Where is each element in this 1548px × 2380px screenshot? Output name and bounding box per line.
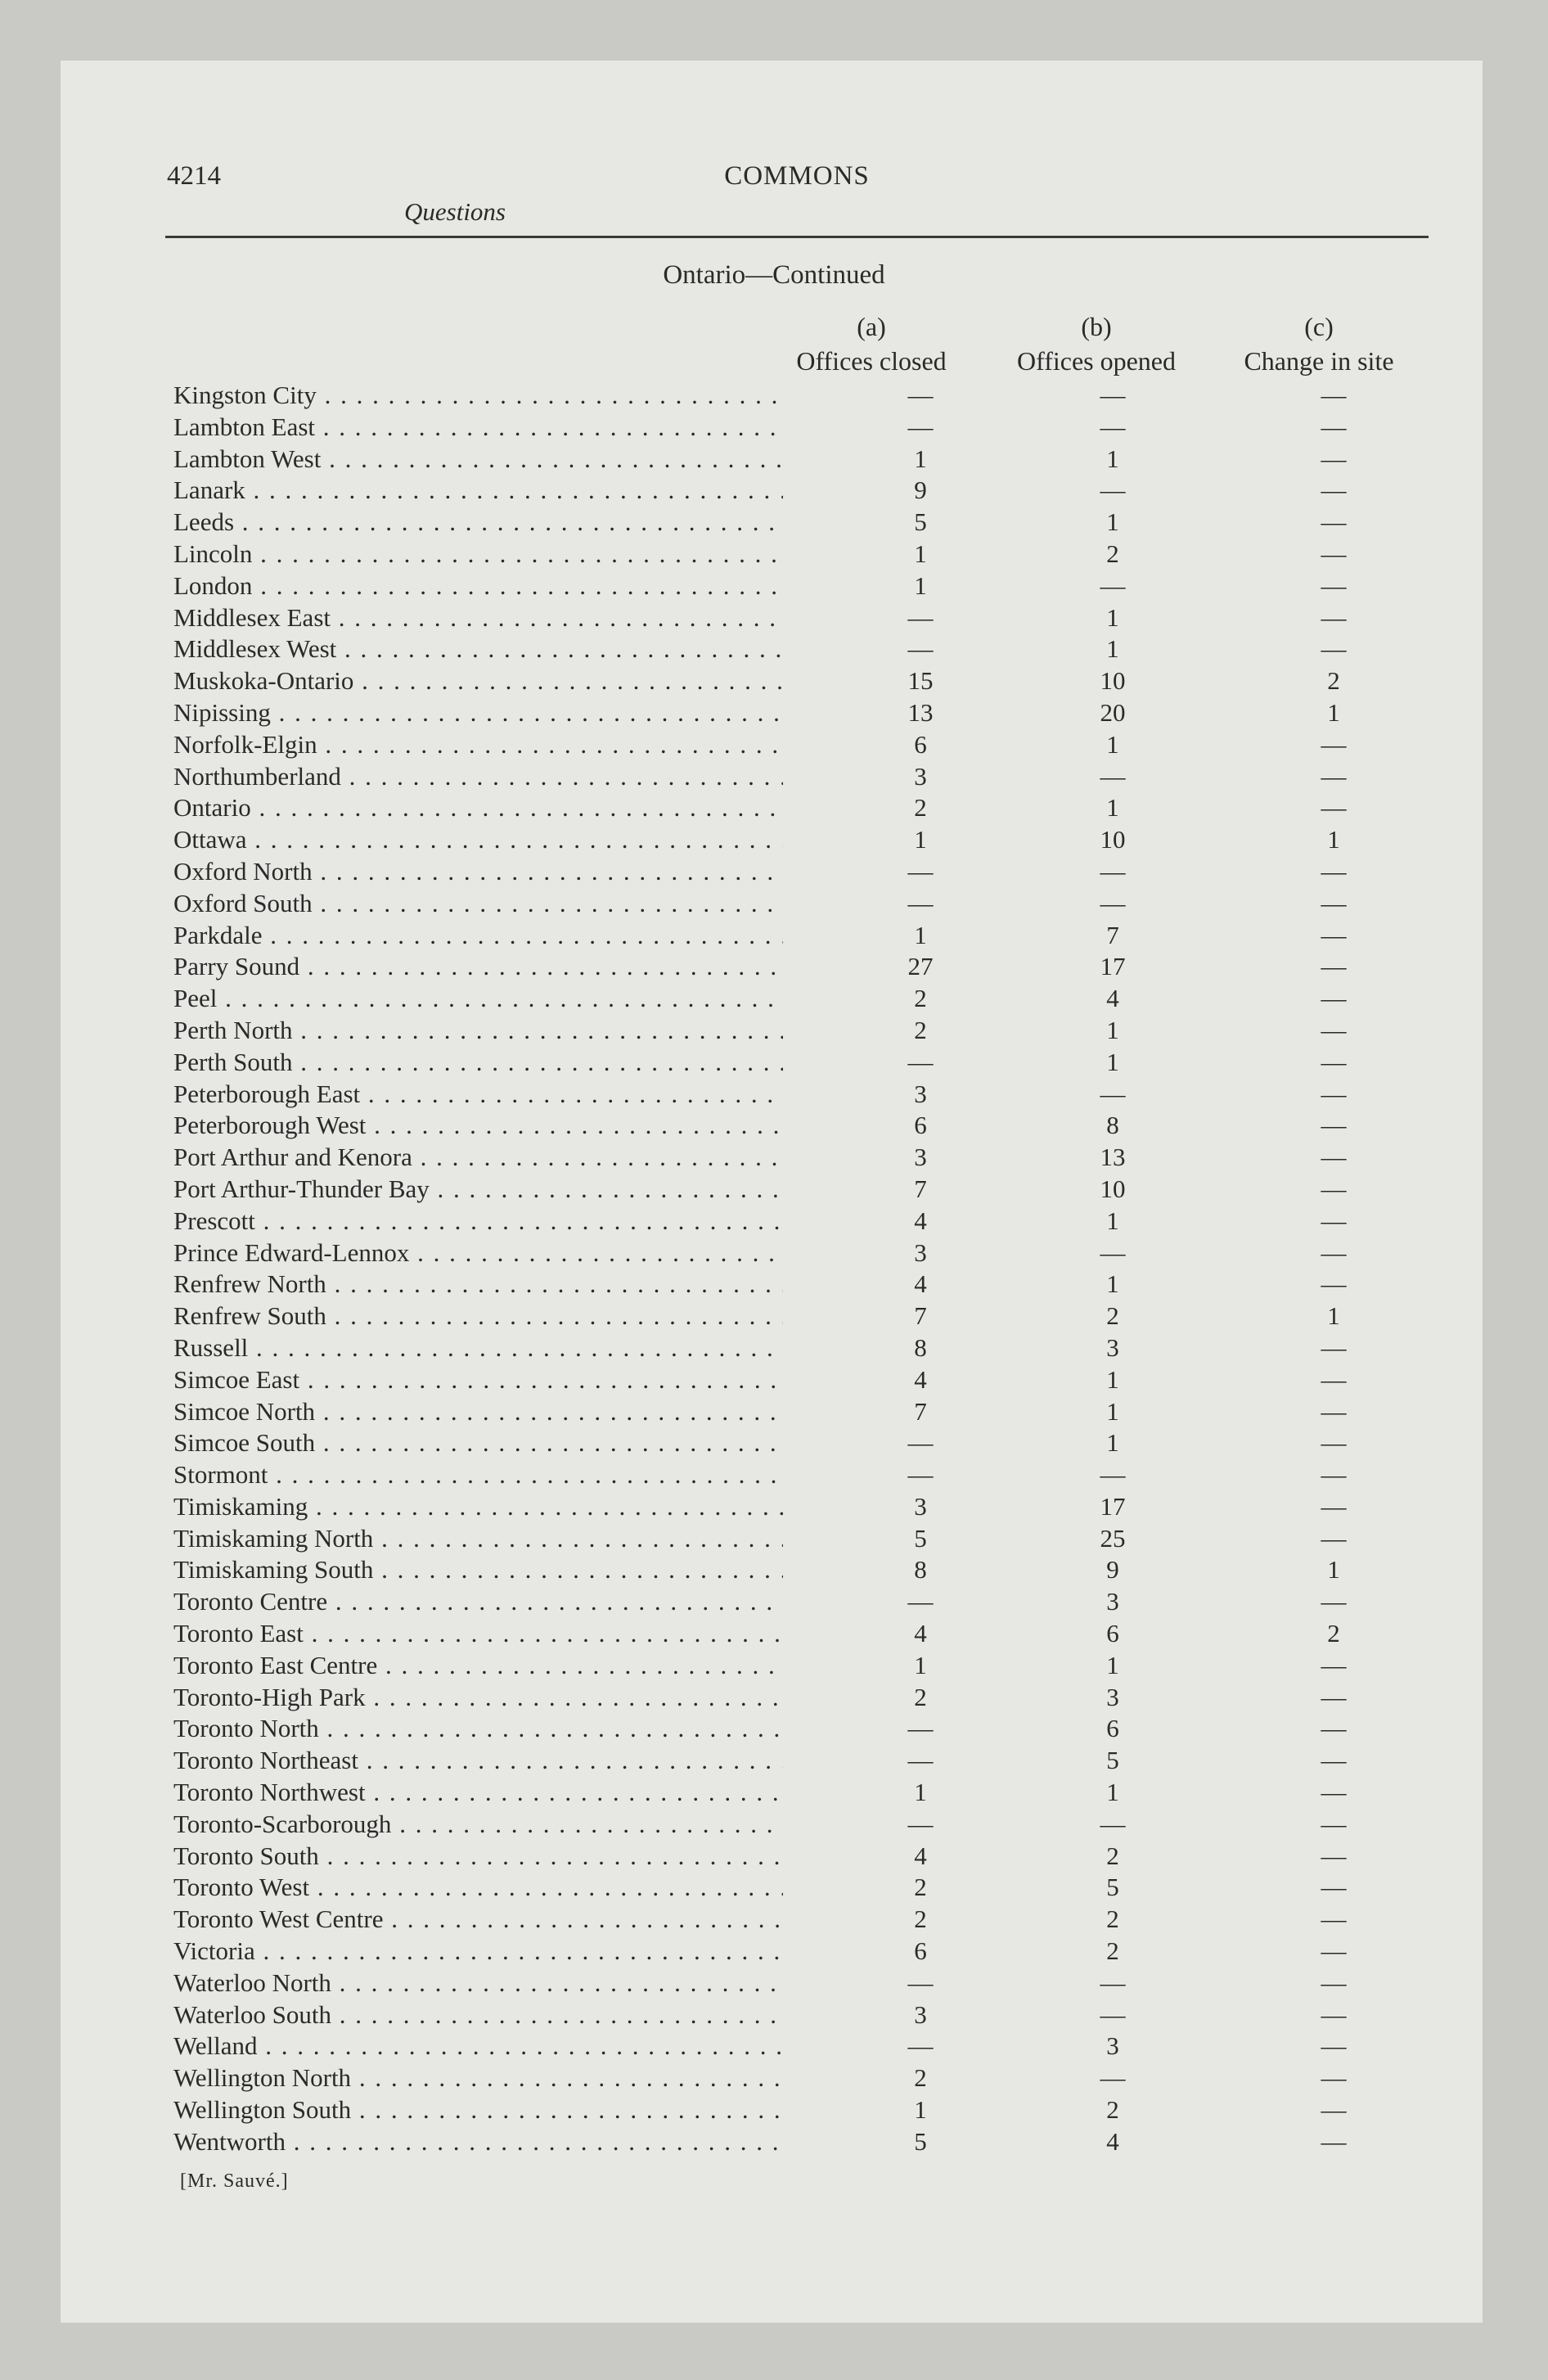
table-row xyxy=(173,412,1433,444)
offices-opened-value: 6 xyxy=(1106,1714,1119,1743)
table-row xyxy=(173,2031,1433,2062)
table-row xyxy=(173,1396,1433,1428)
change-in-site-value: — xyxy=(1321,634,1347,664)
change-in-site-value: — xyxy=(1321,1269,1347,1299)
offices-opened-value: 1 xyxy=(1106,1650,1119,1679)
offices-opened-value: — xyxy=(1100,888,1126,917)
offices-closed-value: 3 xyxy=(914,761,927,791)
offices-closed-value: — xyxy=(907,1428,934,1458)
riding-name: Toronto South . . . xyxy=(173,1841,783,1873)
offices-opened-value: 3 xyxy=(1106,1332,1119,1362)
column-header-b xyxy=(990,309,1203,378)
change-in-site-value: 1 xyxy=(1327,697,1340,727)
riding-name: Lanark . . . xyxy=(173,475,783,507)
offices-closed-value: — xyxy=(907,381,934,409)
offices-closed-value: 3 xyxy=(914,1999,927,2029)
table-row xyxy=(173,1269,1433,1300)
offices-closed-value: — xyxy=(907,1746,934,1775)
riding-name: Port Arthur and Kenora . . . xyxy=(173,1142,783,1174)
riding-name: Toronto Northeast . . . xyxy=(173,1745,783,1777)
offices-opened-value: 1 xyxy=(1106,1015,1119,1044)
riding-name: Russell . . . xyxy=(173,1332,783,1364)
table-row xyxy=(173,1237,1433,1269)
offices-closed-value: 8 xyxy=(914,1332,927,1362)
table-row xyxy=(173,1079,1433,1111)
change-in-site-value: — xyxy=(1321,1491,1347,1521)
riding-name: Victoria . . . xyxy=(173,1936,783,1968)
table-subtitle: Ontario—Continued xyxy=(663,260,885,290)
riding-name: Perth South . . . xyxy=(173,1047,783,1079)
offices-closed-value: — xyxy=(907,1809,934,1838)
offices-opened-value: 1 xyxy=(1106,1269,1119,1299)
riding-name: Ottawa . . . xyxy=(173,824,783,856)
riding-name: Kingston City . . . xyxy=(173,380,783,412)
riding-name: Renfrew North . . . xyxy=(173,1269,783,1300)
change-in-site-value: — xyxy=(1321,1968,1347,1997)
change-in-site-value: — xyxy=(1321,1587,1347,1616)
offices-opened-value: — xyxy=(1100,1809,1126,1838)
table-row xyxy=(173,1523,1433,1555)
offices-closed-value: 15 xyxy=(907,666,934,696)
offices-opened-value: — xyxy=(1100,476,1126,505)
offices-closed-value: — xyxy=(907,2031,934,2061)
change-in-site-value: — xyxy=(1321,602,1347,632)
riding-name: Toronto East . . . xyxy=(173,1618,783,1650)
offices-opened-value: 2 xyxy=(1106,1936,1119,1966)
offices-opened-value: — xyxy=(1100,856,1126,886)
offices-opened-value: — xyxy=(1100,412,1126,441)
offices-opened-value: 3 xyxy=(1106,1587,1119,1616)
riding-name: Prince Edward-Lennox . . . xyxy=(173,1237,783,1269)
offices-closed-value: 2 xyxy=(914,1873,927,1902)
riding-name: Toronto-Scarborough . . . xyxy=(173,1809,783,1841)
table-row xyxy=(173,1650,1433,1682)
offices-opened-value: 8 xyxy=(1106,1111,1119,1140)
offices-closed-value: — xyxy=(907,856,934,886)
offices-opened-value: — xyxy=(1100,1237,1126,1267)
header-rule xyxy=(165,236,1429,238)
table-row xyxy=(173,1936,1433,1968)
offices-closed-value: 6 xyxy=(914,729,927,759)
table-row xyxy=(173,2094,1433,2126)
table-row xyxy=(173,2062,1433,2094)
change-in-site-value: — xyxy=(1321,570,1347,600)
change-in-site-value: — xyxy=(1321,1778,1347,1807)
change-in-site-value: — xyxy=(1321,1015,1347,1044)
table-row xyxy=(173,1618,1433,1650)
table-row xyxy=(173,983,1433,1015)
riding-name: Port Arthur-Thunder Bay . . . xyxy=(173,1174,783,1206)
change-in-site-value: — xyxy=(1321,1396,1347,1426)
offices-opened-value: 4 xyxy=(1106,2126,1119,2156)
table-row xyxy=(173,1809,1433,1841)
table-row xyxy=(173,951,1433,983)
table-row xyxy=(173,1872,1433,1904)
offices-closed-value: 4 xyxy=(914,1364,927,1394)
offices-opened-value: 7 xyxy=(1106,920,1119,949)
table-row xyxy=(173,1174,1433,1206)
offices-closed-value: 7 xyxy=(914,1301,927,1331)
riding-name: Toronto-High Park . . . xyxy=(173,1682,783,1714)
offices-opened-value: 1 xyxy=(1106,1396,1119,1426)
table-row xyxy=(173,444,1433,476)
offices-closed-value: 9 xyxy=(914,476,927,505)
offices-closed-value: 3 xyxy=(914,1237,927,1267)
riding-name: Toronto West . . . xyxy=(173,1872,783,1904)
table-row xyxy=(173,539,1433,570)
table-row xyxy=(173,507,1433,539)
riding-name: Peel . . . xyxy=(173,983,783,1015)
offices-opened-value: 1 xyxy=(1106,1206,1119,1235)
table-row xyxy=(173,1904,1433,1936)
table-row xyxy=(173,824,1433,856)
offices-opened-value: 1 xyxy=(1106,507,1119,537)
riding-name: Oxford North . . . xyxy=(173,856,783,888)
change-in-site-value: — xyxy=(1321,1841,1347,1870)
riding-name: London . . . xyxy=(173,570,783,602)
offices-opened-value: 17 xyxy=(1100,952,1126,981)
offices-closed-value: 3 xyxy=(914,1143,927,1172)
table-row xyxy=(173,1427,1433,1459)
change-in-site-value: — xyxy=(1321,1746,1347,1775)
table-row xyxy=(173,1999,1433,2031)
offices-closed-value: 1 xyxy=(914,570,927,600)
change-in-site-value: — xyxy=(1321,444,1347,473)
riding-name: Middlesex East . . . xyxy=(173,602,783,634)
riding-name: Timiskaming South . . . xyxy=(173,1554,783,1586)
offices-closed-value: 4 xyxy=(914,1841,927,1870)
change-in-site-value: — xyxy=(1321,1523,1347,1553)
riding-name: Wellington South . . . xyxy=(173,2094,783,2126)
change-in-site-value: — xyxy=(1321,761,1347,791)
offices-opened-value: 13 xyxy=(1100,1143,1126,1172)
column-letter: (c) xyxy=(1304,312,1334,341)
offices-opened-value: 2 xyxy=(1106,1904,1119,1934)
change-in-site-value: — xyxy=(1321,476,1347,505)
offices-opened-value: — xyxy=(1100,570,1126,600)
offices-closed-value: 6 xyxy=(914,1111,927,1140)
column-header-a xyxy=(773,309,970,378)
journal-title: COMMONS xyxy=(724,161,870,191)
change-in-site-value: — xyxy=(1321,1873,1347,1902)
offices-closed-value: 1 xyxy=(914,2095,927,2125)
change-in-site-value: — xyxy=(1321,856,1347,886)
offices-opened-value: — xyxy=(1100,1968,1126,1997)
change-in-site-value: — xyxy=(1321,984,1347,1013)
change-in-site-value: — xyxy=(1321,1809,1347,1838)
offices-closed-value: — xyxy=(907,1047,934,1076)
column-header-c xyxy=(1213,309,1425,378)
table-row xyxy=(173,1713,1433,1745)
riding-name: Toronto Centre . . . xyxy=(173,1586,783,1618)
offices-opened-value: 1 xyxy=(1106,1047,1119,1076)
offices-closed-value: 5 xyxy=(914,507,927,537)
change-in-site-value: — xyxy=(1321,1936,1347,1966)
table-row xyxy=(173,1206,1433,1237)
offices-opened-value: — xyxy=(1100,761,1126,791)
offices-closed-value: — xyxy=(907,634,934,664)
table-row xyxy=(173,792,1433,824)
change-in-site-value: — xyxy=(1321,1143,1347,1172)
offices-opened-value: — xyxy=(1100,2063,1126,2093)
offices-closed-value: — xyxy=(907,888,934,917)
change-in-site-value: — xyxy=(1321,793,1347,823)
offices-opened-value: 10 xyxy=(1100,825,1126,854)
offices-closed-value: 5 xyxy=(914,2126,927,2156)
riding-name: Muskoka-Ontario . . . xyxy=(173,665,783,697)
change-in-site-value: — xyxy=(1321,1650,1347,1679)
riding-name: Stormont . . . xyxy=(173,1459,783,1491)
offices-closed-value: — xyxy=(907,1714,934,1743)
riding-name: Toronto Northwest . . . xyxy=(173,1777,783,1809)
riding-name: Middlesex West . . . xyxy=(173,633,783,665)
change-in-site-value: — xyxy=(1321,1047,1347,1076)
change-in-site-value: — xyxy=(1321,2095,1347,2125)
riding-name: Waterloo North . . . xyxy=(173,1968,783,1999)
change-in-site-value: 1 xyxy=(1327,825,1340,854)
change-in-site-value: 2 xyxy=(1327,1619,1340,1648)
riding-name: Parry Sound . . . xyxy=(173,951,783,983)
riding-name: Lincoln . . . xyxy=(173,539,783,570)
table-row xyxy=(173,570,1433,602)
offices-opened-value: 1 xyxy=(1106,729,1119,759)
offices-opened-value: 1 xyxy=(1106,1364,1119,1394)
offices-opened-value: 4 xyxy=(1106,984,1119,1013)
riding-name: Northumberland . . . xyxy=(173,761,783,793)
offices-closed-value: 5 xyxy=(914,1523,927,1553)
column-letter: (b) xyxy=(1081,312,1112,341)
table-row xyxy=(173,475,1433,507)
table-row xyxy=(173,1110,1433,1142)
offices-closed-value: 6 xyxy=(914,1936,927,1966)
change-in-site-value: — xyxy=(1321,1174,1347,1203)
offices-opened-value: 1 xyxy=(1106,1778,1119,1807)
table-row xyxy=(173,602,1433,634)
offices-opened-value: — xyxy=(1100,381,1126,409)
column-letter: (a) xyxy=(857,312,886,341)
table-row xyxy=(173,1745,1433,1777)
table-row xyxy=(173,380,1433,412)
riding-name: Simcoe North . . . xyxy=(173,1396,783,1428)
table-row xyxy=(173,1554,1433,1586)
change-in-site-value: — xyxy=(1321,729,1347,759)
offices-opened-value: 3 xyxy=(1106,1682,1119,1711)
change-in-site-value: — xyxy=(1321,1206,1347,1235)
table-row xyxy=(173,1300,1433,1332)
change-in-site-value: — xyxy=(1321,952,1347,981)
change-in-site-value: — xyxy=(1321,1237,1347,1267)
change-in-site-value: — xyxy=(1321,1111,1347,1140)
offices-opened-value: 1 xyxy=(1106,444,1119,473)
column-label: Offices opened xyxy=(1017,346,1176,376)
offices-closed-value: 7 xyxy=(914,1396,927,1426)
riding-name: Wentworth . . . xyxy=(173,2126,783,2158)
table-row xyxy=(173,729,1433,761)
page-header xyxy=(167,161,1427,227)
change-in-site-value: — xyxy=(1321,2063,1347,2093)
riding-name: Nipissing . . . xyxy=(173,697,783,729)
riding-name: Oxford South . . . xyxy=(173,888,783,920)
change-in-site-value: — xyxy=(1321,2031,1347,2061)
offices-closed-value: 1 xyxy=(914,539,927,568)
riding-name: Leeds . . . xyxy=(173,507,783,539)
offices-opened-value: — xyxy=(1100,1999,1126,2029)
offices-closed-value: — xyxy=(907,412,934,441)
change-in-site-value: — xyxy=(1321,1714,1347,1743)
riding-name: Welland . . . xyxy=(173,2031,783,2062)
offices-closed-value: 1 xyxy=(914,1650,927,1679)
offices-closed-value: 3 xyxy=(914,1491,927,1521)
change-in-site-value: — xyxy=(1321,381,1347,409)
riding-name: Prescott . . . xyxy=(173,1206,783,1237)
riding-name: Ontario . . . xyxy=(173,792,783,824)
riding-name: Norfolk-Elgin . . . xyxy=(173,729,783,761)
riding-table xyxy=(173,380,1433,2158)
offices-closed-value: 1 xyxy=(914,825,927,854)
offices-opened-value: — xyxy=(1100,1079,1126,1108)
offices-closed-value: 2 xyxy=(914,984,927,1013)
change-in-site-value: — xyxy=(1321,1460,1347,1490)
table-row xyxy=(173,1682,1433,1714)
change-in-site-value: — xyxy=(1321,507,1347,537)
change-in-site-value: — xyxy=(1321,920,1347,949)
change-in-site-value: 2 xyxy=(1327,666,1340,696)
table-row xyxy=(173,1047,1433,1079)
riding-name: Lambton East . . . xyxy=(173,412,783,444)
table-row xyxy=(173,1777,1433,1809)
table-row xyxy=(173,1586,1433,1618)
riding-name: Peterborough West . . . xyxy=(173,1110,783,1142)
offices-opened-value: 2 xyxy=(1106,1301,1119,1331)
riding-name: Toronto West Centre . . . xyxy=(173,1904,783,1936)
table-row xyxy=(173,1142,1433,1174)
offices-opened-value: 1 xyxy=(1106,634,1119,664)
offices-closed-value: 8 xyxy=(914,1555,927,1584)
offices-opened-value: 1 xyxy=(1106,602,1119,632)
offices-closed-value: 4 xyxy=(914,1206,927,1235)
change-in-site-value: — xyxy=(1321,1904,1347,1934)
change-in-site-value: — xyxy=(1321,1332,1347,1362)
riding-name: Perth North . . . xyxy=(173,1015,783,1047)
offices-opened-value: 9 xyxy=(1106,1555,1119,1584)
offices-closed-value: 4 xyxy=(914,1269,927,1299)
offices-opened-value: 20 xyxy=(1100,697,1126,727)
offices-closed-value: 13 xyxy=(907,697,934,727)
page-number: 4214 xyxy=(167,161,221,191)
riding-name: Timiskaming . . . xyxy=(173,1491,783,1523)
change-in-site-value: — xyxy=(1321,2126,1347,2156)
offices-opened-value: 1 xyxy=(1106,1428,1119,1458)
change-in-site-value: 1 xyxy=(1327,1555,1340,1584)
offices-closed-value: 2 xyxy=(914,1904,927,1934)
table-row xyxy=(173,633,1433,665)
offices-closed-value: 1 xyxy=(914,1778,927,1807)
change-in-site-value: — xyxy=(1321,1682,1347,1711)
offices-closed-value: — xyxy=(907,1587,934,1616)
riding-name: Waterloo South . . . xyxy=(173,1999,783,2031)
riding-name: Toronto East Centre . . . xyxy=(173,1650,783,1682)
riding-name: Parkdale . . . xyxy=(173,920,783,952)
table-row xyxy=(173,1364,1433,1396)
table-row xyxy=(173,2126,1433,2158)
change-in-site-value: — xyxy=(1321,1999,1347,2029)
offices-closed-value: 1 xyxy=(914,920,927,949)
riding-name: Toronto North . . . xyxy=(173,1713,783,1745)
table-row xyxy=(173,697,1433,729)
offices-opened-value: 2 xyxy=(1106,539,1119,568)
offices-opened-value: 17 xyxy=(1100,1491,1126,1521)
offices-opened-value: 3 xyxy=(1106,2031,1119,2061)
offices-closed-value: 3 xyxy=(914,1079,927,1108)
table-row xyxy=(173,1332,1433,1364)
change-in-site-value: — xyxy=(1321,1079,1347,1108)
change-in-site-value: — xyxy=(1321,412,1347,441)
riding-name: Peterborough East . . . xyxy=(173,1079,783,1111)
riding-name: Timiskaming North . . . xyxy=(173,1523,783,1555)
table-row xyxy=(173,1459,1433,1491)
table-row xyxy=(173,665,1433,697)
table-row xyxy=(173,1015,1433,1047)
change-in-site-value: — xyxy=(1321,539,1347,568)
offices-opened-value: 5 xyxy=(1106,1746,1119,1775)
change-in-site-value: — xyxy=(1321,1428,1347,1458)
offices-closed-value: 2 xyxy=(914,793,927,823)
offices-closed-value: — xyxy=(907,1460,934,1490)
offices-closed-value: — xyxy=(907,602,934,632)
offices-closed-value: 2 xyxy=(914,1015,927,1044)
offices-closed-value: 27 xyxy=(907,952,934,981)
offices-closed-value: 2 xyxy=(914,2063,927,2093)
riding-name: Lambton West . . . xyxy=(173,444,783,476)
table-row xyxy=(173,1841,1433,1873)
section-label: Questions xyxy=(404,197,506,226)
change-in-site-value: 1 xyxy=(1327,1301,1340,1331)
table-row xyxy=(173,1491,1433,1523)
offices-opened-value: 2 xyxy=(1106,1841,1119,1870)
offices-opened-value: 10 xyxy=(1100,666,1126,696)
offices-opened-value: 1 xyxy=(1106,793,1119,823)
change-in-site-value: — xyxy=(1321,1364,1347,1394)
table-row xyxy=(173,1968,1433,1999)
table-row xyxy=(173,856,1433,888)
offices-opened-value: — xyxy=(1100,1460,1126,1490)
table-row xyxy=(173,920,1433,952)
offices-closed-value: 1 xyxy=(914,444,927,473)
offices-opened-value: 6 xyxy=(1106,1619,1119,1648)
offices-closed-value: 7 xyxy=(914,1174,927,1203)
offices-opened-value: 5 xyxy=(1106,1873,1119,1902)
offices-closed-value: 4 xyxy=(914,1619,927,1648)
column-label: Change in site xyxy=(1244,346,1394,376)
offices-opened-value: 10 xyxy=(1100,1174,1126,1203)
offices-opened-value: 25 xyxy=(1100,1523,1126,1553)
table-row xyxy=(173,888,1433,920)
offices-closed-value: — xyxy=(907,1968,934,1997)
riding-name: Simcoe South . . . xyxy=(173,1427,783,1459)
riding-name: Renfrew South . . . xyxy=(173,1300,783,1332)
offices-closed-value: 2 xyxy=(914,1682,927,1711)
offices-opened-value: 2 xyxy=(1106,2095,1119,2125)
footer-speaker: [Mr. Sauvé.] xyxy=(180,2170,289,2192)
change-in-site-value: — xyxy=(1321,888,1347,917)
riding-name: Wellington North . . . xyxy=(173,2062,783,2094)
column-label: Offices closed xyxy=(796,346,947,376)
table-row xyxy=(173,761,1433,793)
riding-name: Simcoe East . . . xyxy=(173,1364,783,1396)
